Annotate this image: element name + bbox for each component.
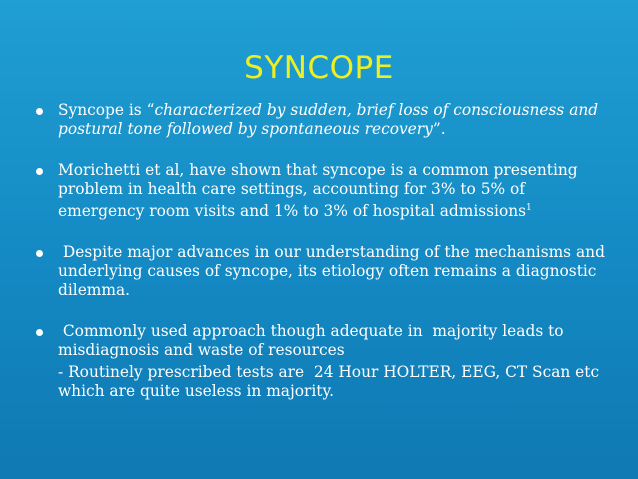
bullet-definition xyxy=(36,101,616,139)
slide-title: SYNCOPE xyxy=(244,50,394,86)
bullet-approach xyxy=(36,322,616,401)
bullet-dot-icon xyxy=(36,329,43,336)
bullet-prevalence-text: Morichetti et al, have shown that syncope is a common presenting problem in health care settings, accounting for 3% to 5% of emergency room visits and 1% to 3% of hospital admissions xyxy=(58,161,578,220)
bullet-prevalence-footnote: 1 xyxy=(526,203,532,213)
bullet-dot-icon xyxy=(36,108,43,115)
bullet-definition-suffix: ”. xyxy=(432,120,446,138)
bullet-dot-icon xyxy=(36,250,43,257)
bullet-approach-subpoint: - Routinely prescribed tests are 24 Hour HOLTER, EEG, CT Scan etc which are quite useless in majority. xyxy=(58,363,605,400)
bullet-prevalence xyxy=(36,161,616,221)
bullet-definition-quote: characterized by sudden, brief loss of consciousness and postural tone followed by spontaneous recovery xyxy=(58,101,599,138)
bullet-etiology-text: Despite major advances in our understanding of the mechanisms and underlying causes of syncope, its etiology often remains a diagnostic dilemma. xyxy=(58,243,610,299)
bullet-approach-text: Commonly used approach though adequate in majority leads to misdiagnosis and waste of resources xyxy=(58,322,569,359)
bullet-list xyxy=(36,101,616,423)
bullet-etiology xyxy=(36,243,616,300)
bullet-definition-prefix: Syncope is “ xyxy=(58,101,155,119)
bullet-dot-icon xyxy=(36,168,43,175)
